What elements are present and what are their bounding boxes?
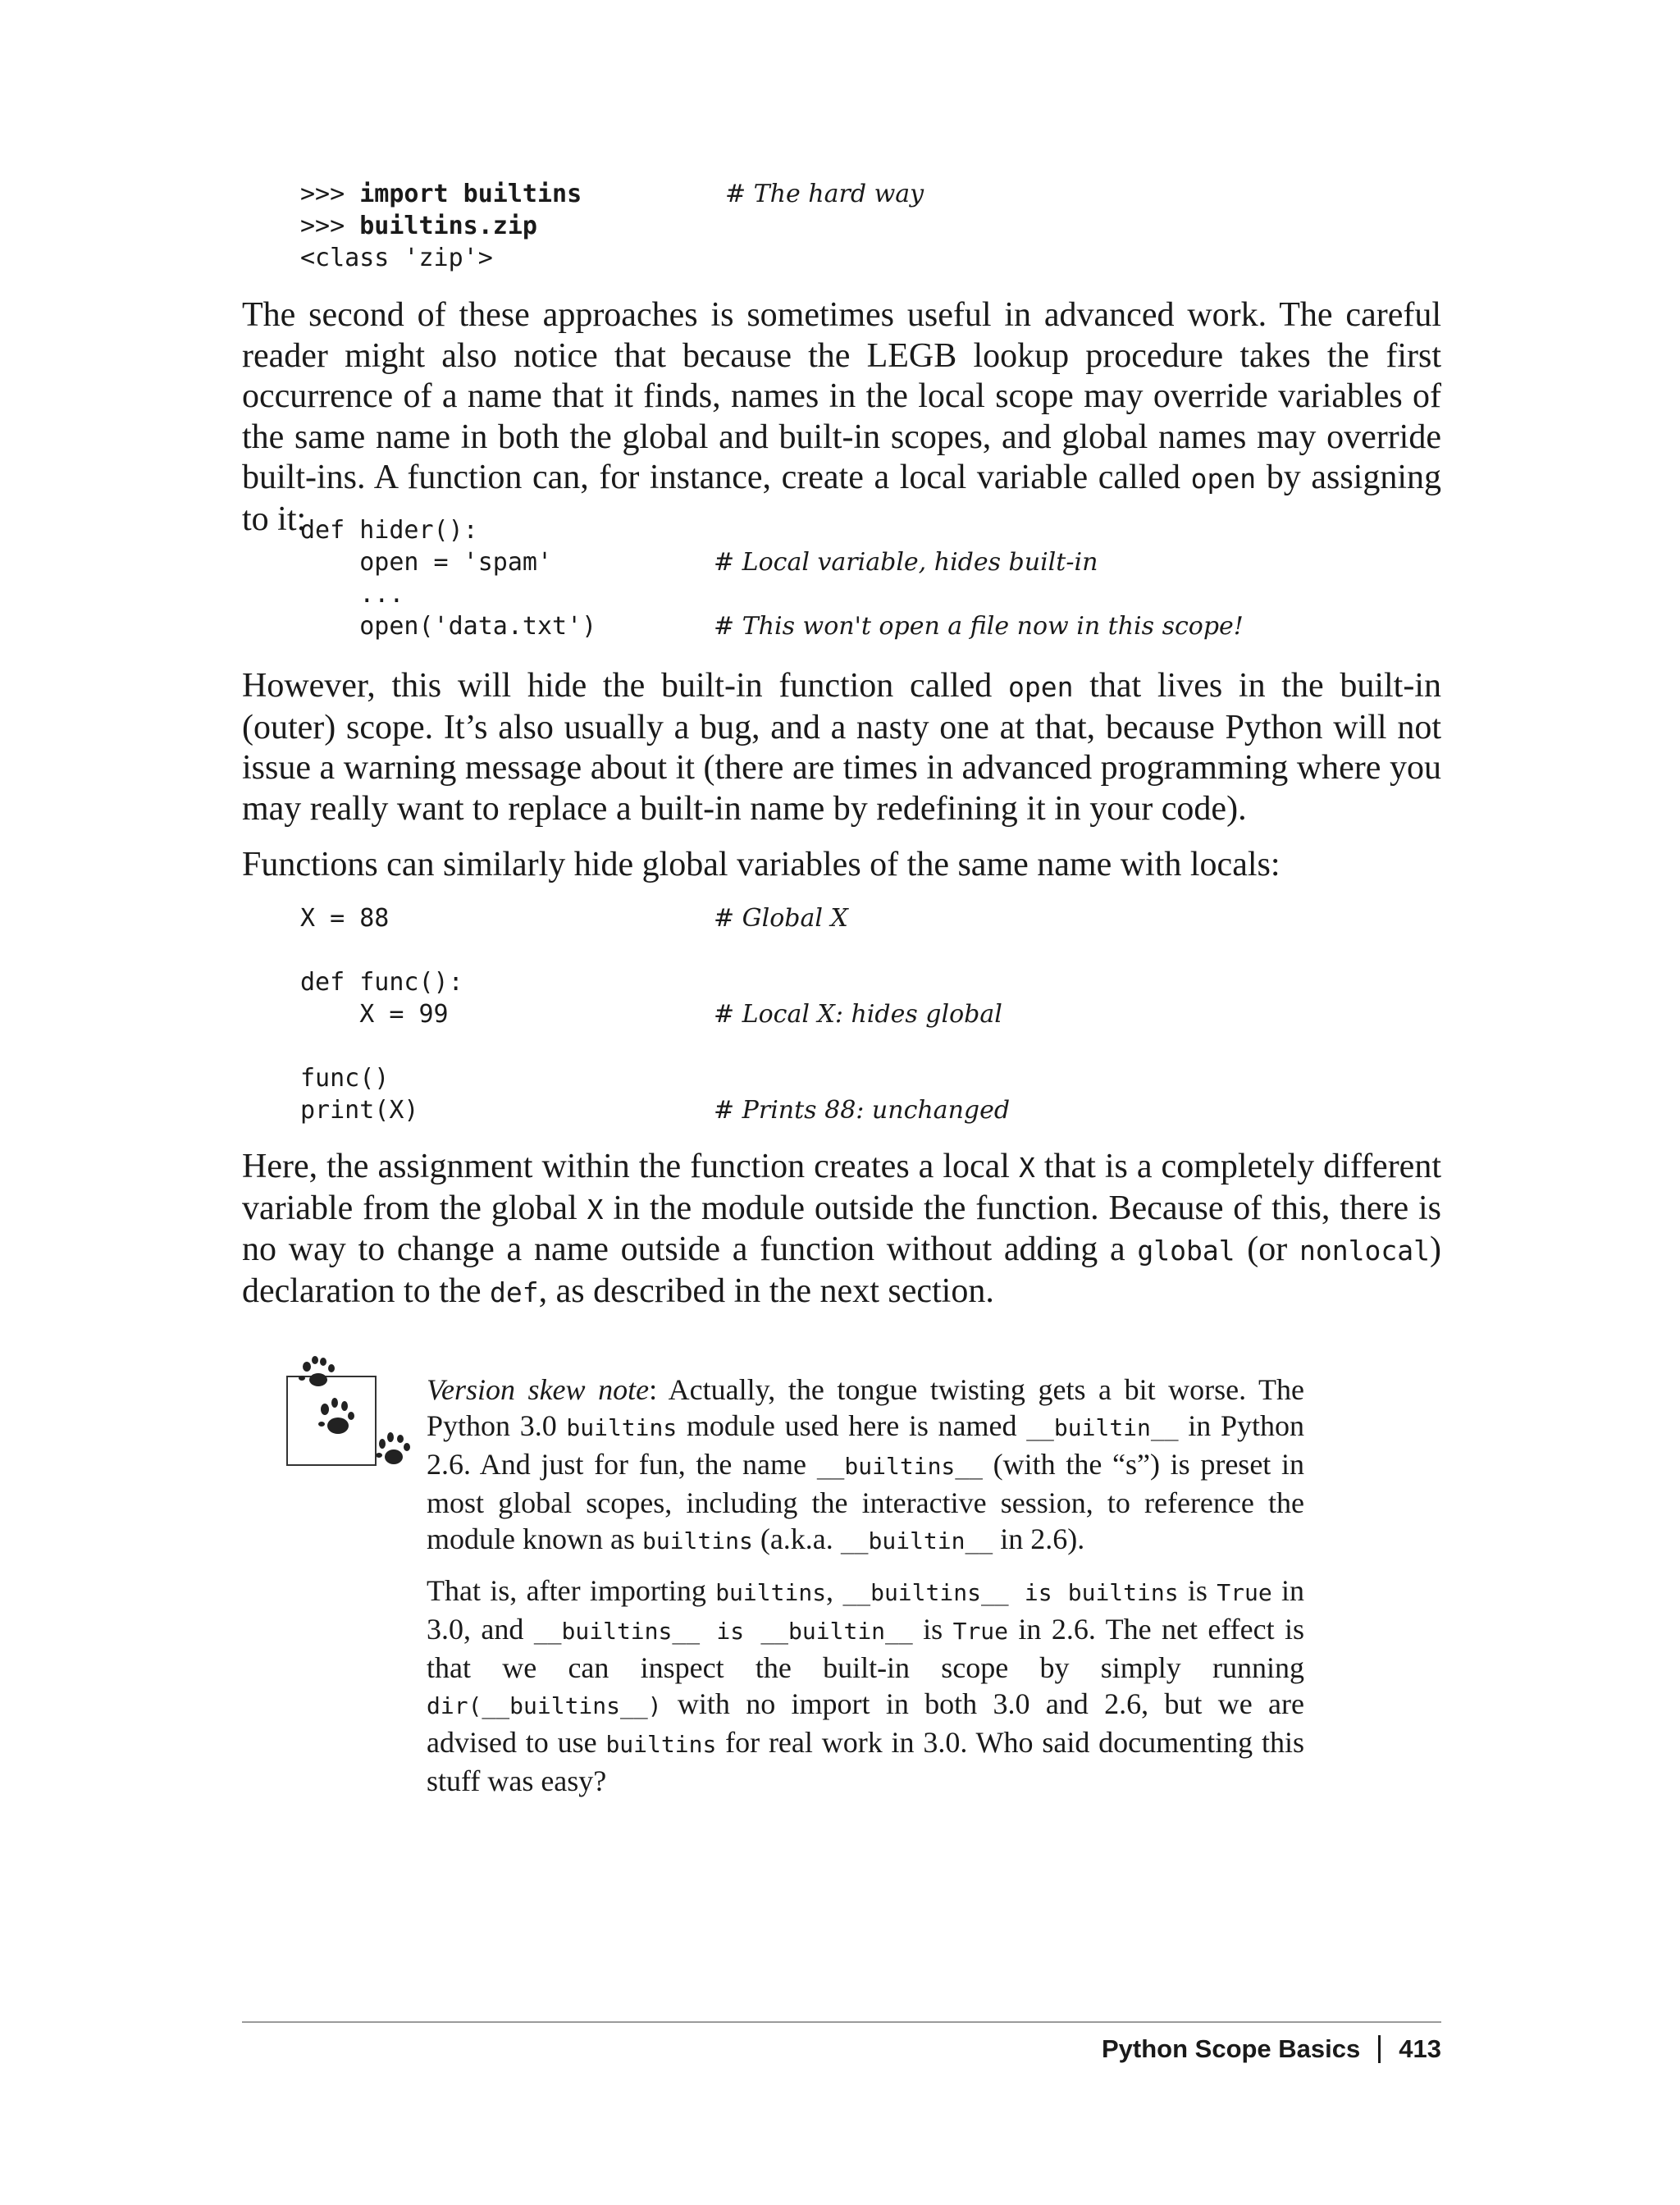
raccoon-tracks-icon [285,1352,423,1493]
paragraph-text: ) declaration to the [242,1230,1441,1310]
inline-code: __builtins__ is builtins [842,1579,1179,1606]
code-text: def hider(): [300,516,478,545]
code-comment: # Prints 88: unchanged [714,1096,1011,1125]
code-line [300,902,848,934]
note-text: with no import in both 3.0 and 2.6, but we are advised to use [427,1687,1304,1759]
note-text: for real work in 3.0. Who said documenting this stuff was easy? [427,1726,1304,1797]
inline-code: True [952,1618,1009,1645]
note-text: , [826,1574,843,1607]
code-line [300,242,493,274]
code-text: print(X) [300,1096,419,1125]
note-text: in 2.6. The net effect is that we can inspect the built-in scope by simply running [427,1613,1305,1684]
code-line [300,178,924,210]
code-line [300,966,463,998]
inline-code: __builtins__ is __builtin__ [533,1618,913,1645]
inline-code: builtins [715,1579,827,1606]
page-number: 413 [1399,2034,1441,2063]
note-text: in 2.6). [993,1522,1085,1555]
inline-code: open [1007,671,1074,703]
note-text: in Python 2.6. And just for fun, the name [427,1409,1304,1481]
code-comment: # Local variable, hides built-in [714,548,1098,577]
note-text: (with the “s”) is preset in most global scopes, including the interactive session, to reference the module known as [427,1448,1304,1555]
note-text: : Actually, the tongue twisting gets a bit worse. The Python 3.0 [427,1373,1304,1442]
code-text: X = 99 [300,1000,449,1029]
body-paragraph [242,845,1441,886]
code-line [300,546,1098,578]
code-block-hider [300,514,1244,642]
inline-code: nonlocal [1299,1235,1430,1267]
inline-code: X [587,1193,604,1226]
code-line [300,610,1244,642]
inline-code: __builtins__ [816,1453,983,1480]
note-text: is [1178,1574,1217,1607]
paragraph-text: that is a completely different variable from the global [242,1148,1441,1227]
code-text: def func(): [300,968,463,997]
note-paragraph [427,1372,1304,1559]
paragraph-text: that lives in the built-in (outer) scope. It’s also usually a bug, and a nasty one at that, because Python will not issue a warning message about it (there are times in advanced programming where you may really want to replace a built-in name by redefining it in your code). [242,667,1441,828]
code-comment: # This won't open a file now in this scope! [714,612,1244,641]
code-line [300,1094,1011,1126]
footer-section-title: Python Scope Basics [1101,2034,1361,2063]
paragraph-text: in the module outside the function. Because of this, there is no way to change a name outside a function without adding a [242,1189,1441,1268]
note-text: is [912,1613,953,1646]
inline-code: __builtin__ [840,1527,993,1554]
note-text: That is, after importing [427,1574,716,1607]
code-line [300,514,478,546]
code-text: builtins.zip [359,212,537,240]
code-text: func() [300,1064,390,1093]
code-line [300,998,1002,1030]
code-comment: # Local X: hides global [714,1000,1002,1029]
paragraph-text: The second of these approaches is sometimes useful in advanced work. The careful reader might also notice that because the LEGB lookup procedure takes the first occurrence of a name that it finds, names in the local scope may override variables of the same name in both the global and built-in scopes, and global names may override built-ins. A function can, for instance, create a local variable called [242,296,1441,496]
footer-rule [242,2021,1441,2023]
code-prompt: >>> [300,180,360,208]
code-comment: # Global X [714,904,848,933]
inline-code: builtins [641,1527,753,1554]
code-blank-line [300,934,389,966]
code-comment: # The hard way [725,180,924,208]
paragraph-text: , as described in the next section. [538,1271,994,1310]
footer-separator [1378,2035,1381,2063]
code-text: open('data.txt') [300,612,597,641]
paragraph-text: However, this will hide the built-in function called [242,667,1008,705]
code-text: X = 88 [300,904,390,933]
code-line [300,578,404,610]
inline-code: def [490,1276,539,1308]
inline-code: X [1018,1152,1035,1184]
code-text: open = 'spam' [300,548,553,577]
body-paragraph [242,295,1441,540]
paragraph-text: Functions can similarly hide global variables of the same name with locals: [242,846,1281,883]
code-output: <class 'zip'> [300,244,493,272]
paragraph-text: by assigning to it: [242,459,1441,538]
code-line [300,210,537,242]
page-footer [1102,2033,1441,2066]
paragraph-text: (or [1235,1230,1300,1268]
inline-code: open [1190,463,1257,495]
note-paragraph [427,1573,1304,1799]
note-text: in 3.0, and [427,1574,1305,1646]
note-lead: Version skew note [427,1373,650,1406]
code-line [300,1062,389,1094]
inline-code: builtins [605,1731,717,1758]
inline-code: __builtin__ [1026,1414,1179,1441]
note-text: (a.k.a. [752,1522,841,1555]
inline-code: True [1217,1579,1272,1606]
code-text: import builtins [359,180,582,208]
code-blank-line [300,1030,389,1062]
code-block-func [300,902,1011,1126]
code-text: ... [300,580,404,609]
code-block-builtins [300,178,924,274]
note-text: module used here is named [677,1409,1027,1442]
inline-code: builtins [566,1414,678,1441]
body-paragraph [242,666,1441,829]
inline-code: dir(__builtins__) [427,1692,662,1719]
inline-code: global [1137,1235,1235,1267]
body-paragraph [242,1147,1441,1312]
paragraph-text: Here, the assignment within the function creates a local [242,1148,1019,1185]
code-prompt: >>> [300,212,360,240]
